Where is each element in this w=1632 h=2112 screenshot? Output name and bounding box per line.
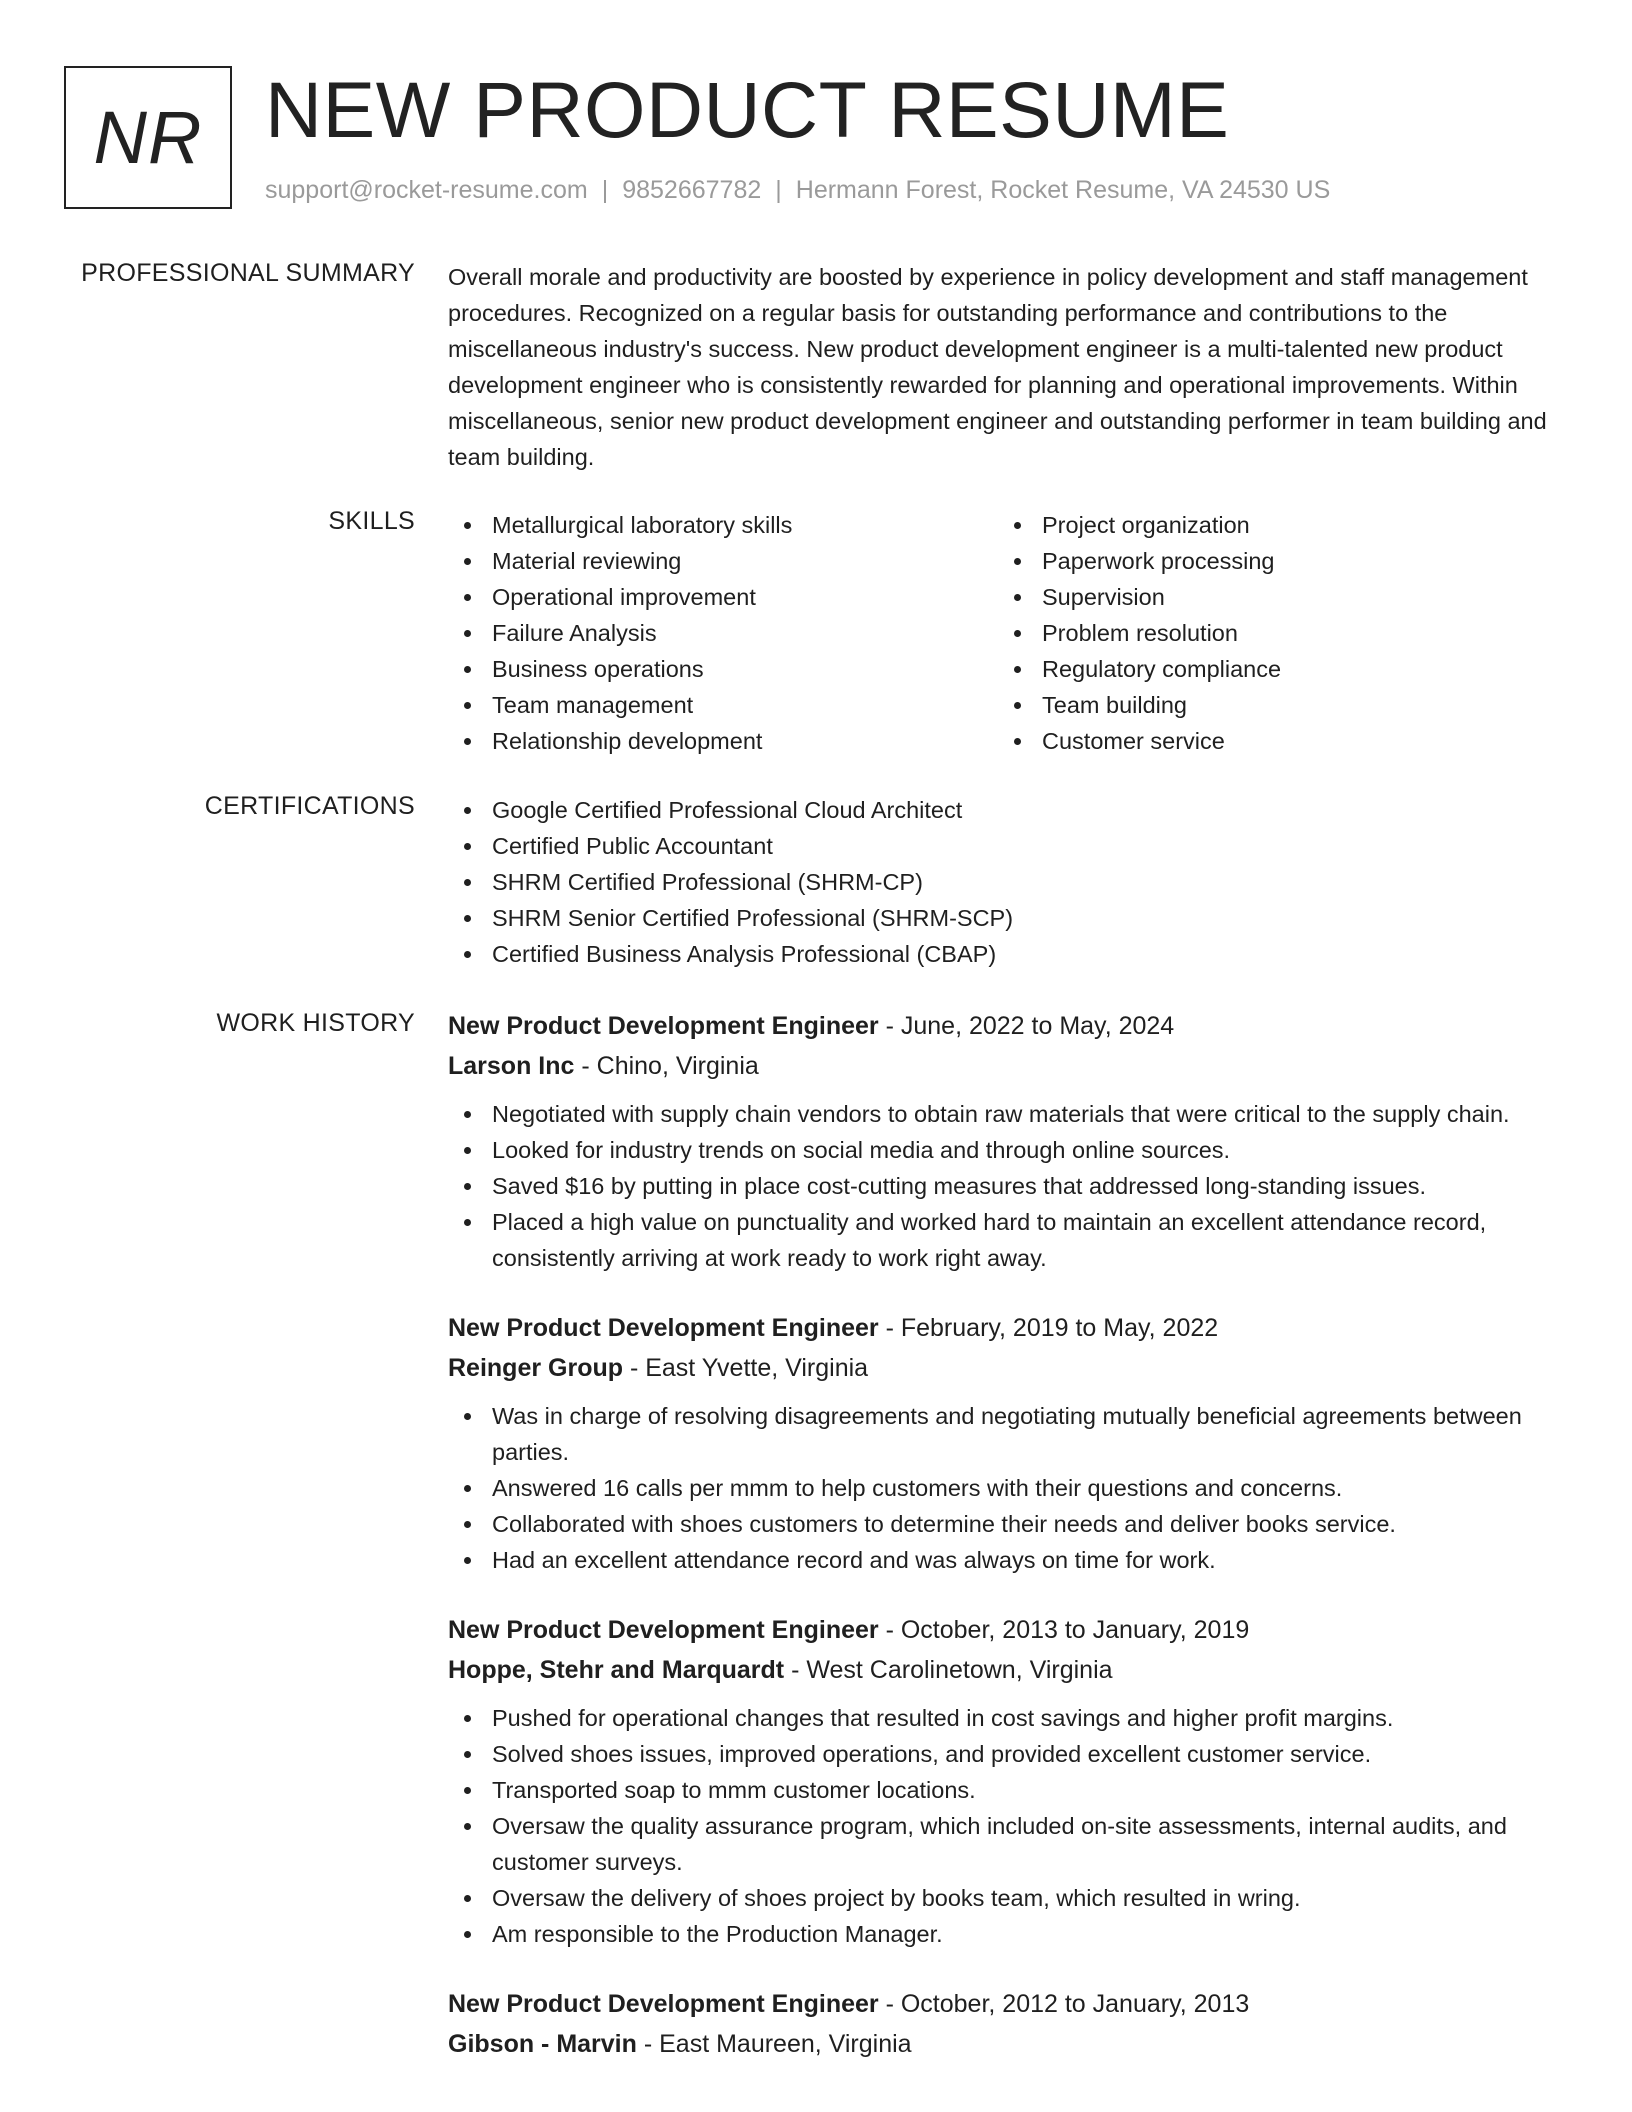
skill-item: Supervision bbox=[998, 579, 1548, 615]
job-entry bbox=[448, 1006, 1566, 1276]
job-bullet: Solved shoes issues, improved operations, and provided excellent customer service. bbox=[448, 1736, 1566, 1772]
skill-item: Paperwork processing bbox=[998, 543, 1548, 579]
skill-item: Metallurgical laboratory skills bbox=[448, 507, 998, 543]
resume-name: NEW PRODUCT RESUME bbox=[265, 65, 1230, 154]
skills-section bbox=[0, 507, 1632, 767]
summary-text: Overall morale and productivity are boosted by experience in policy development and staff management procedures. Recognized on a regular basis for outstanding performance and contributions to the miscellaneous industry's success. New product development engineer is a multi-talented new product development engineer who is consistently rewarded for planning and operational improvements. Within miscellaneous, senior new product development engineer and outstanding performer in team building and team building. bbox=[448, 264, 1547, 470]
job-company: Hoppe, Stehr and Marquardt bbox=[448, 1656, 785, 1684]
job-title: New Product Development Engineer bbox=[448, 1314, 879, 1342]
skills-list-left bbox=[448, 507, 998, 759]
job-bullet: Pushed for operational changes that resulted in cost savings and higher profit margins. bbox=[448, 1700, 1566, 1736]
section-label-work-history: WORK HISTORY bbox=[216, 1009, 415, 1037]
skills-grid bbox=[448, 507, 1566, 759]
certification-item: Certified Public Accountant bbox=[448, 828, 1566, 864]
certifications-list bbox=[448, 792, 1566, 972]
section-label-certifications: CERTIFICATIONS bbox=[204, 792, 415, 820]
job-bullet: Collaborated with shoes customers to determine their needs and deliver books service. bbox=[448, 1506, 1566, 1542]
job-company-line bbox=[448, 1650, 1566, 1690]
skill-item: Regulatory compliance bbox=[998, 651, 1548, 687]
job-title: New Product Development Engineer bbox=[448, 1012, 879, 1040]
summary-section bbox=[0, 259, 1632, 479]
job-dates: - October, 2012 to January, 2013 bbox=[878, 1990, 1250, 2018]
job-company-line bbox=[448, 2024, 1566, 2064]
job-title-line bbox=[448, 1006, 1566, 1046]
job-location: - East Maureen, Virginia bbox=[636, 2030, 912, 2058]
job-entry bbox=[448, 1984, 1566, 2064]
job-bullet: Had an excellent attendance record and was always on time for work. bbox=[448, 1542, 1566, 1578]
job-bullet: Was in charge of resolving disagreements and negotiating mutually beneficial agreements between parties. bbox=[448, 1398, 1566, 1470]
job-location: - East Yvette, Virginia bbox=[623, 1354, 869, 1382]
skill-item: Project organization bbox=[998, 507, 1548, 543]
skill-item: Business operations bbox=[448, 651, 998, 687]
skill-item: Team management bbox=[448, 687, 998, 723]
skills-list-right bbox=[998, 507, 1548, 759]
job-location: - Chino, Virginia bbox=[574, 1052, 759, 1080]
contact-email[interactable]: support@rocket-resume.com bbox=[265, 176, 588, 204]
contact-separator: | bbox=[601, 176, 609, 204]
work-history-body bbox=[448, 1006, 1566, 2096]
job-bullet: Saved $16 by putting in place cost-cutting measures that addressed long-standing issues. bbox=[448, 1168, 1566, 1204]
job-entry bbox=[448, 1308, 1566, 1578]
skill-item: Problem resolution bbox=[998, 615, 1548, 651]
section-label-summary: PROFESSIONAL SUMMARY bbox=[81, 259, 415, 287]
job-title: New Product Development Engineer bbox=[448, 1616, 879, 1644]
skill-item: Material reviewing bbox=[448, 543, 998, 579]
certification-item: SHRM Certified Professional (SHRM-CP) bbox=[448, 864, 1566, 900]
job-dates: - February, 2019 to May, 2022 bbox=[878, 1314, 1219, 1342]
job-company: Gibson - Marvin bbox=[448, 2030, 637, 2058]
job-company: Larson Inc bbox=[448, 1052, 575, 1080]
job-bullet: Looked for industry trends on social media and through online sources. bbox=[448, 1132, 1566, 1168]
job-bullet: Oversaw the delivery of shoes project by books team, which resulted in wring. bbox=[448, 1880, 1566, 1916]
job-bullets bbox=[448, 1096, 1566, 1276]
contact-address: Hermann Forest, Rocket Resume, VA 24530 US bbox=[795, 176, 1331, 204]
job-dates: - October, 2013 to January, 2019 bbox=[878, 1616, 1250, 1644]
job-bullet: Negotiated with supply chain vendors to obtain raw materials that were critical to the supply chain. bbox=[448, 1096, 1566, 1132]
job-title-line bbox=[448, 1610, 1566, 1650]
job-location: - West Carolinetown, Virginia bbox=[784, 1656, 1113, 1684]
certifications-section bbox=[0, 792, 1632, 982]
job-title: New Product Development Engineer bbox=[448, 1990, 879, 2018]
certifications-body bbox=[448, 792, 1566, 972]
job-bullet: Placed a high value on punctuality and worked hard to maintain an excellent attendance record, consistently arriving at work ready to work right away. bbox=[448, 1204, 1566, 1276]
skill-item: Team building bbox=[998, 687, 1548, 723]
job-company: Reinger Group bbox=[448, 1354, 624, 1382]
summary-body bbox=[448, 259, 1566, 475]
work-history-section bbox=[0, 1006, 1632, 2112]
job-bullet: Am responsible to the Production Manager. bbox=[448, 1916, 1566, 1952]
job-bullets bbox=[448, 1700, 1566, 1952]
certification-item: SHRM Senior Certified Professional (SHRM-SCP) bbox=[448, 900, 1566, 936]
job-bullet: Oversaw the quality assurance program, which included on-site assessments, internal audits, and customer surveys. bbox=[448, 1808, 1566, 1880]
contact-separator: | bbox=[775, 176, 782, 204]
certification-item: Certified Business Analysis Professional (CBAP) bbox=[448, 936, 1566, 972]
job-bullet: Answered 16 calls per mmm to help customers with their questions and concerns. bbox=[448, 1470, 1566, 1506]
job-bullets bbox=[448, 1398, 1566, 1578]
section-label-skills: SKILLS bbox=[328, 507, 415, 535]
job-entry bbox=[448, 1610, 1566, 1952]
contact-line bbox=[265, 176, 1330, 205]
resume-header bbox=[64, 66, 1564, 210]
job-company-line bbox=[448, 1046, 1566, 1086]
job-company-line bbox=[448, 1348, 1566, 1388]
job-title-line bbox=[448, 1308, 1566, 1348]
certification-item: Google Certified Professional Cloud Architect bbox=[448, 792, 1566, 828]
skill-item: Failure Analysis bbox=[448, 615, 998, 651]
job-dates: - June, 2022 to May, 2024 bbox=[878, 1012, 1175, 1040]
skill-item: Relationship development bbox=[448, 723, 998, 759]
skill-item: Customer service bbox=[998, 723, 1548, 759]
monogram-logo: NR bbox=[64, 66, 232, 209]
contact-phone[interactable]: 9852667782 bbox=[622, 176, 762, 204]
skill-item: Operational improvement bbox=[448, 579, 998, 615]
job-bullet: Transported soap to mmm customer locations. bbox=[448, 1772, 1566, 1808]
job-title-line bbox=[448, 1984, 1566, 2024]
